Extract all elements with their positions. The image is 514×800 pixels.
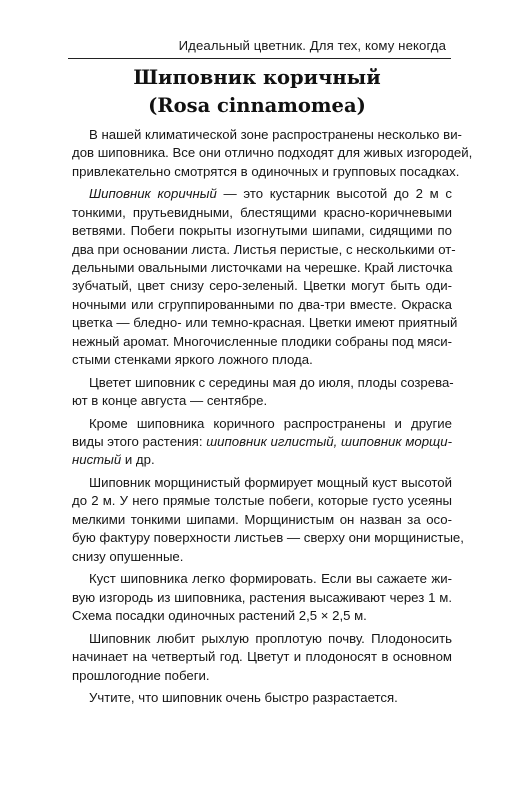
text-line	[72, 451, 452, 469]
text-line: мелкими тонкими шипами. Морщинистым он назван за осо-	[72, 511, 452, 527]
paragraph	[72, 415, 452, 470]
text-line: дельными овальными листочками на черешке. Край листочка	[72, 260, 453, 276]
italic-term: шиповник иглистый, шиповник морщи-	[206, 434, 453, 450]
text-line: бую фактуру поверхности листьев — сверху они морщинистые,	[72, 530, 464, 546]
paragraph	[72, 630, 452, 685]
text-line: начинает на четвертый год. Цветут и плодоносят в основном	[72, 649, 452, 665]
text-line: ветвями. Побеги покрыты изогнутыми шипами, сидящими по	[72, 223, 452, 239]
text-line: привлекательно смотрятся в одиночных и групповых посадках.	[72, 163, 460, 179]
text-line: ночными или сгруппированными по два-три вместе. Окраска	[72, 296, 452, 312]
paragraph	[72, 374, 452, 411]
italic-term: нистый	[72, 452, 122, 468]
text-line: зубчатый, цвет снизу серо-зеленый. Цветки могут быть оди-	[72, 278, 452, 294]
text-line: Схема посадки одиночных растений 2,5 × 2,5 м.	[72, 608, 367, 624]
paragraph	[72, 126, 473, 181]
text-line: Учтите, что шиповник очень быстро разрастается.	[89, 690, 398, 706]
title-line-common-name: Шиповник коричный	[133, 66, 381, 89]
italic-term: Шиповник коричный	[89, 186, 217, 202]
text-line: В нашей климатической зоне распространены несколько ви-	[89, 127, 462, 142]
text-line: снизу опушенные.	[72, 548, 184, 564]
text-line: до 2 м. У него прямые толстые побеги, которые густо усеяны	[72, 493, 452, 509]
text-line: цветка — бледно- или темно-красная. Цветки имеют приятный	[72, 315, 458, 331]
text-line: прошлогодние побеги.	[72, 667, 210, 683]
paragraph	[72, 570, 452, 625]
text-run: — это кустарник высотой до 2 м с	[216, 186, 452, 202]
body-text	[72, 126, 473, 712]
text-line: вую изгородь из шиповника, растения высаживают через 1 м.	[72, 589, 452, 605]
text-line: Шиповник любит рыхлую проплотую почву. Плодоносить	[89, 630, 452, 646]
section-title	[60, 64, 454, 120]
text-run: виды этого растения:	[72, 434, 207, 450]
text-line: дов шиповника. Все они отлично подходят для живых изгородей,	[72, 145, 473, 161]
running-header: Идеальный цветник. Для тех, кому некогда	[178, 38, 446, 53]
title-line-latin-name: (Rosa cinnamomea)	[148, 94, 366, 117]
text-line	[72, 433, 452, 451]
text-line: стыми стенками яркого ложного плода.	[72, 352, 313, 368]
text-line: Цветет шиповник с середины мая до июля, плоды созрева-	[89, 374, 454, 390]
paragraph	[72, 185, 458, 369]
text-line: два при основании листа. Листья перистые, с несколькими от-	[72, 241, 456, 257]
paragraph	[72, 689, 452, 707]
text-line: Шиповник морщинистый формирует мощный куст высотой	[89, 475, 452, 491]
text-line: ют в конце августа — сентябре.	[72, 393, 268, 409]
text-line: тонкими, прутьевидными, блестящими красно-коричневыми	[72, 204, 452, 220]
header-rule	[68, 58, 451, 59]
text-line	[72, 185, 452, 203]
text-run: и др.	[121, 452, 155, 468]
paragraph	[72, 474, 464, 566]
text-line: Кроме шиповника коричного распространены и другие	[89, 415, 452, 431]
text-line: нежный аромат. Многочисленные плодики собраны под мяси-	[72, 333, 452, 349]
text-line: Куст шиповника легко формировать. Если вы сажаете жи-	[89, 571, 452, 587]
